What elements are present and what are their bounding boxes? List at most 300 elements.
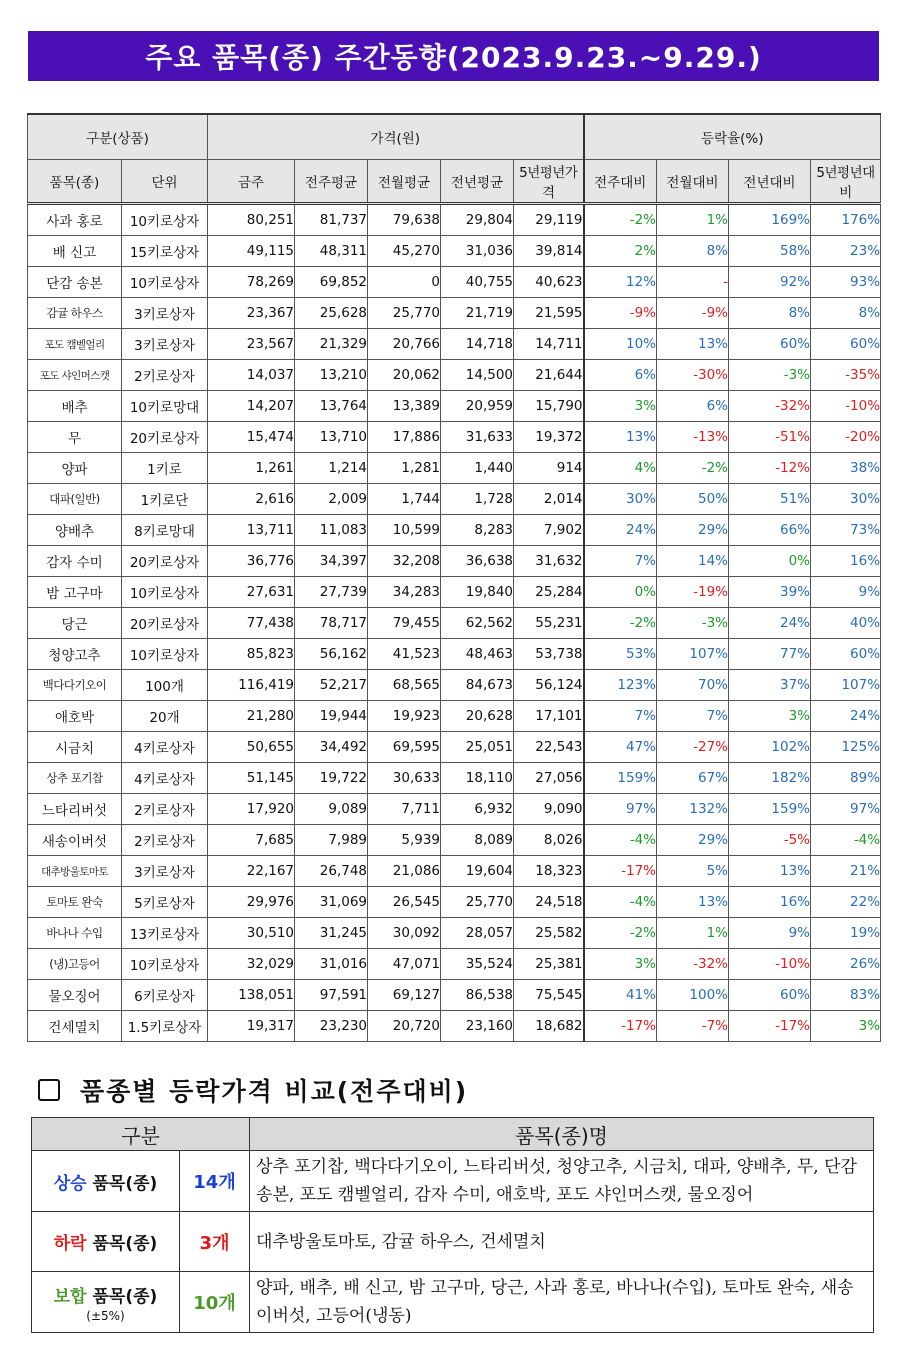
price-cell: 30,510	[208, 918, 295, 949]
change-rate-cell: -2%	[584, 204, 657, 236]
price-cell: 50,655	[208, 732, 295, 763]
price-cell: 20,720	[368, 1011, 441, 1042]
price-cell: 19,923	[368, 701, 441, 732]
price-cell: 1,744	[368, 484, 441, 515]
price-cell: 8,026	[514, 825, 584, 856]
table-row	[28, 360, 881, 391]
cmp-col-names: 품목(종)명	[250, 1118, 874, 1151]
item-name-cell: 무	[28, 422, 122, 453]
unit-cell: 20키로상자	[122, 546, 208, 577]
change-rate-cell: -17%	[584, 856, 657, 887]
price-cell: 8,283	[441, 515, 514, 546]
item-name-cell: 물오징어	[28, 980, 122, 1011]
table-row	[28, 825, 881, 856]
change-rate-cell: 1%	[657, 204, 729, 236]
table-row	[28, 204, 881, 236]
price-cell: 8,089	[441, 825, 514, 856]
item-name-cell: 상추 포기찹	[28, 763, 122, 794]
table-row	[28, 732, 881, 763]
unit-cell: 100개	[122, 670, 208, 701]
change-rate-cell: 89%	[811, 763, 881, 794]
col-5yr-avg-price: 5년평년가격	[514, 160, 584, 204]
change-rate-cell: -3%	[657, 608, 729, 639]
unit-cell: 10키로상자	[122, 949, 208, 980]
table-row	[28, 918, 881, 949]
change-rate-cell: -4%	[811, 825, 881, 856]
col-prev-year-avg: 전년평균	[441, 160, 514, 204]
price-cell: 78,269	[208, 267, 295, 298]
price-cell: 23,160	[441, 1011, 514, 1042]
table-row	[28, 1011, 881, 1042]
unit-cell: 13키로상자	[122, 918, 208, 949]
price-cell: 25,284	[514, 577, 584, 608]
change-rate-cell: 30%	[811, 484, 881, 515]
change-rate-cell: 41%	[584, 980, 657, 1011]
comparison-row	[32, 1212, 874, 1272]
price-cell: 28,057	[441, 918, 514, 949]
unit-cell: 10키로상자	[122, 267, 208, 298]
change-rate-cell: -7%	[657, 1011, 729, 1042]
unit-cell: 4키로상자	[122, 732, 208, 763]
change-rate-cell: 66%	[729, 515, 811, 546]
change-rate-cell: 6%	[584, 360, 657, 391]
change-rate-cell: -32%	[657, 949, 729, 980]
price-cell: 68,565	[368, 670, 441, 701]
price-cell: 25,628	[295, 298, 368, 329]
change-rate-cell: 97%	[811, 794, 881, 825]
change-rate-cell: 132%	[657, 794, 729, 825]
change-rate-cell: 97%	[584, 794, 657, 825]
price-cell: 9,090	[514, 794, 584, 825]
change-rate-cell: 159%	[729, 794, 811, 825]
price-cell: 29,804	[441, 204, 514, 236]
item-name-cell: 배추	[28, 391, 122, 422]
change-rate-cell: 60%	[729, 980, 811, 1011]
change-rate-cell: 5%	[657, 856, 729, 887]
change-rate-cell: 21%	[811, 856, 881, 887]
page-title: 주요 품목(종) 주간동향(2023.9.23.~9.29.)	[28, 31, 879, 81]
price-cell: 84,673	[441, 670, 514, 701]
change-rate-cell: 8%	[811, 298, 881, 329]
price-cell: 20,959	[441, 391, 514, 422]
price-cell: 19,372	[514, 422, 584, 453]
change-rate-cell: 7%	[584, 546, 657, 577]
change-rate-cell: 13%	[729, 856, 811, 887]
change-rate-cell: -5%	[729, 825, 811, 856]
comparison-count: 10개	[180, 1272, 250, 1333]
change-rate-cell: 8%	[729, 298, 811, 329]
col-prev-month-avg: 전월평균	[368, 160, 441, 204]
change-rate-cell: 22%	[811, 887, 881, 918]
item-name-cell: (냉)고등어	[28, 949, 122, 980]
price-cell: 1,281	[368, 453, 441, 484]
price-cell: 45,270	[368, 236, 441, 267]
change-rate-cell: -4%	[584, 887, 657, 918]
price-cell: 23,230	[295, 1011, 368, 1042]
price-cell: 0	[368, 267, 441, 298]
price-cell: 29,119	[514, 204, 584, 236]
price-cell: 21,280	[208, 701, 295, 732]
price-cell: 14,037	[208, 360, 295, 391]
price-trend-table	[27, 113, 881, 1042]
item-name-cell: 느타리버섯	[28, 794, 122, 825]
price-cell: 31,069	[295, 887, 368, 918]
col-prev-week-avg: 전주평균	[295, 160, 368, 204]
change-rate-cell: -32%	[729, 391, 811, 422]
change-rate-cell: 7%	[584, 701, 657, 732]
price-cell: 30,092	[368, 918, 441, 949]
comparison-category: 보합 품목(종) (±5%)	[32, 1272, 180, 1333]
price-cell: 47,071	[368, 949, 441, 980]
price-cell: 1,214	[295, 453, 368, 484]
table-row	[28, 484, 881, 515]
price-cell: 19,604	[441, 856, 514, 887]
change-rate-cell: -2%	[584, 608, 657, 639]
price-cell: 14,711	[514, 329, 584, 360]
price-cell: 14,207	[208, 391, 295, 422]
col-vs-5yr-avg: 5년평년대비	[811, 160, 881, 204]
change-rate-cell: 4%	[584, 453, 657, 484]
unit-cell: 8키로망대	[122, 515, 208, 546]
price-cell: 31,633	[441, 422, 514, 453]
table-row	[28, 949, 881, 980]
unit-cell: 2키로상자	[122, 360, 208, 391]
unit-cell: 10키로상자	[122, 577, 208, 608]
change-rate-cell: -9%	[657, 298, 729, 329]
table-row	[28, 391, 881, 422]
price-cell: 15,474	[208, 422, 295, 453]
price-cell: 7,685	[208, 825, 295, 856]
item-name-cell: 포도 샤인머스캣	[28, 360, 122, 391]
change-rate-cell: -4%	[584, 825, 657, 856]
price-cell: 19,722	[295, 763, 368, 794]
change-rate-cell: 107%	[811, 670, 881, 701]
price-cell: 77,438	[208, 608, 295, 639]
change-rate-cell: 19%	[811, 918, 881, 949]
change-rate-cell: -19%	[657, 577, 729, 608]
table-row	[28, 980, 881, 1011]
table-row	[28, 298, 881, 329]
price-cell: 40,755	[441, 267, 514, 298]
price-cell: 30,633	[368, 763, 441, 794]
comparison-count: 3개	[180, 1212, 250, 1272]
price-cell: 2,009	[295, 484, 368, 515]
price-cell: 52,217	[295, 670, 368, 701]
price-cell: 116,419	[208, 670, 295, 701]
price-cell: 69,852	[295, 267, 368, 298]
change-rate-cell: 24%	[729, 608, 811, 639]
price-cell: 17,101	[514, 701, 584, 732]
price-cell: 34,397	[295, 546, 368, 577]
comparison-row	[32, 1151, 874, 1212]
price-cell: 34,283	[368, 577, 441, 608]
price-cell: 21,719	[441, 298, 514, 329]
price-cell: 31,036	[441, 236, 514, 267]
price-cell: 18,682	[514, 1011, 584, 1042]
price-cell: 79,638	[368, 204, 441, 236]
price-cell: 25,582	[514, 918, 584, 949]
comparison-item-names: 양파, 배추, 배 신고, 밤 고구마, 당근, 사과 홍로, 바나나(수입), 토마토 완숙, 새송이버섯, 고등어(냉동)	[250, 1272, 874, 1333]
change-rate-cell: -2%	[584, 918, 657, 949]
change-rate-cell: 24%	[584, 515, 657, 546]
price-cell: 85,823	[208, 639, 295, 670]
comparison-section-title	[38, 1072, 468, 1108]
change-rate-cell: -51%	[729, 422, 811, 453]
change-rate-cell: 51%	[729, 484, 811, 515]
change-rate-cell: 123%	[584, 670, 657, 701]
unit-cell: 10키로망대	[122, 391, 208, 422]
price-cell: 19,317	[208, 1011, 295, 1042]
change-rate-cell: 39%	[729, 577, 811, 608]
change-rate-cell: 73%	[811, 515, 881, 546]
item-name-cell: 새송이버섯	[28, 825, 122, 856]
unit-cell: 1.5키로상자	[122, 1011, 208, 1042]
price-cell: 10,599	[368, 515, 441, 546]
item-name-cell: 양배추	[28, 515, 122, 546]
comparison-item-names: 상추 포기찹, 백다다기오이, 느타리버섯, 청양고추, 시금치, 대파, 양배추, 무, 단감 송본, 포도 캠벨얼리, 감자 수미, 애호박, 포도 샤인머스캣, 물오징어	[250, 1151, 874, 1212]
price-cell: 34,492	[295, 732, 368, 763]
change-rate-cell: 176%	[811, 204, 881, 236]
price-cell: 36,638	[441, 546, 514, 577]
change-rate-cell: 50%	[657, 484, 729, 515]
change-rate-cell: 23%	[811, 236, 881, 267]
price-cell: 21,644	[514, 360, 584, 391]
change-rate-cell: 16%	[811, 546, 881, 577]
price-cell: 56,162	[295, 639, 368, 670]
comparison-note: (±5%)	[86, 1308, 125, 1323]
change-rate-cell: -12%	[729, 453, 811, 484]
change-rate-cell: 92%	[729, 267, 811, 298]
item-name-cell: 포도 캠벨얼리	[28, 329, 122, 360]
price-cell: 21,595	[514, 298, 584, 329]
change-rate-cell: 8%	[657, 236, 729, 267]
table-row	[28, 515, 881, 546]
change-rate-cell: 2%	[584, 236, 657, 267]
change-rate-cell: 77%	[729, 639, 811, 670]
change-rate-cell: -20%	[811, 422, 881, 453]
price-cell: 48,311	[295, 236, 368, 267]
change-rate-cell: 70%	[657, 670, 729, 701]
price-cell: 19,840	[441, 577, 514, 608]
change-rate-cell: 40%	[811, 608, 881, 639]
price-cell: 29,976	[208, 887, 295, 918]
price-cell: 40,623	[514, 267, 584, 298]
table-row	[28, 856, 881, 887]
col-vs-prev-week: 전주대비	[584, 160, 657, 204]
item-name-cell: 애호박	[28, 701, 122, 732]
table-row	[28, 763, 881, 794]
price-cell: 18,110	[441, 763, 514, 794]
price-cell: 86,538	[441, 980, 514, 1011]
change-rate-cell: 0%	[729, 546, 811, 577]
unit-cell: 15키로상자	[122, 236, 208, 267]
item-name-cell: 대파(일반)	[28, 484, 122, 515]
change-rate-cell: 14%	[657, 546, 729, 577]
price-cell: 69,595	[368, 732, 441, 763]
item-name-cell: 양파	[28, 453, 122, 484]
item-name-cell: 시금치	[28, 732, 122, 763]
change-rate-cell: 13%	[584, 422, 657, 453]
change-rate-cell: 182%	[729, 763, 811, 794]
price-cell: 914	[514, 453, 584, 484]
change-rate-cell: 13%	[657, 887, 729, 918]
change-rate-cell: 3%	[811, 1011, 881, 1042]
col-vs-prev-year: 전년대비	[729, 160, 811, 204]
price-cell: 19,944	[295, 701, 368, 732]
table-row	[28, 639, 881, 670]
col-this-week: 금주	[208, 160, 295, 204]
change-rate-cell: 125%	[811, 732, 881, 763]
price-cell: 13,711	[208, 515, 295, 546]
header-price: 가격(원)	[208, 114, 584, 160]
price-cell: 18,323	[514, 856, 584, 887]
price-cell: 81,737	[295, 204, 368, 236]
unit-cell: 10키로상자	[122, 204, 208, 236]
change-rate-cell: 37%	[729, 670, 811, 701]
comparison-category: 상승 품목(종)	[32, 1151, 180, 1212]
unit-cell: 3키로상자	[122, 329, 208, 360]
item-name-cell: 바나나 수입	[28, 918, 122, 949]
price-cell: 7,989	[295, 825, 368, 856]
price-cell: 31,632	[514, 546, 584, 577]
price-cell: 32,029	[208, 949, 295, 980]
change-rate-cell: 93%	[811, 267, 881, 298]
change-rate-cell: 83%	[811, 980, 881, 1011]
change-rate-cell: -9%	[584, 298, 657, 329]
price-cell: 26,748	[295, 856, 368, 887]
price-cell: 1,728	[441, 484, 514, 515]
price-cell: 17,920	[208, 794, 295, 825]
price-cell: 27,631	[208, 577, 295, 608]
price-cell: 32,208	[368, 546, 441, 577]
change-rate-cell: 60%	[811, 639, 881, 670]
change-rate-cell: -13%	[657, 422, 729, 453]
price-cell: 25,770	[441, 887, 514, 918]
change-rate-cell: -35%	[811, 360, 881, 391]
price-cell: 13,389	[368, 391, 441, 422]
price-cell: 21,086	[368, 856, 441, 887]
price-cell: 55,231	[514, 608, 584, 639]
price-cell: 14,718	[441, 329, 514, 360]
change-rate-cell: 29%	[657, 825, 729, 856]
price-cell: 17,886	[368, 422, 441, 453]
change-rate-cell: 26%	[811, 949, 881, 980]
change-rate-cell: -3%	[729, 360, 811, 391]
price-cell: 21,329	[295, 329, 368, 360]
unit-cell: 6키로상자	[122, 980, 208, 1011]
change-rate-cell: 159%	[584, 763, 657, 794]
unit-cell: 1키로	[122, 453, 208, 484]
unit-cell: 2키로상자	[122, 794, 208, 825]
change-rate-cell: 6%	[657, 391, 729, 422]
price-cell: 2,616	[208, 484, 295, 515]
change-rate-cell: 100%	[657, 980, 729, 1011]
change-rate-cell: 3%	[584, 949, 657, 980]
unit-cell: 4키로상자	[122, 763, 208, 794]
change-rate-cell: -10%	[729, 949, 811, 980]
table-row	[28, 329, 881, 360]
table-row	[28, 701, 881, 732]
header-category: 구분(상품)	[28, 114, 208, 160]
table-row	[28, 794, 881, 825]
unit-cell: 5키로상자	[122, 887, 208, 918]
change-rate-cell: 24%	[811, 701, 881, 732]
item-name-cell: 백다다기오이	[28, 670, 122, 701]
comparison-heading: 품종별 등락가격 비교(전주대비)	[80, 1077, 469, 1106]
price-cell: 5,939	[368, 825, 441, 856]
change-rate-cell: 47%	[584, 732, 657, 763]
price-cell: 26,545	[368, 887, 441, 918]
price-cell: 31,245	[295, 918, 368, 949]
table-row	[28, 236, 881, 267]
price-cell: 78,717	[295, 608, 368, 639]
price-cell: 2,014	[514, 484, 584, 515]
table-row	[28, 422, 881, 453]
change-rate-cell: 67%	[657, 763, 729, 794]
unit-cell: 20개	[122, 701, 208, 732]
price-cell: 41,523	[368, 639, 441, 670]
price-cell: 97,591	[295, 980, 368, 1011]
price-cell: 80,251	[208, 204, 295, 236]
price-cell: 1,440	[441, 453, 514, 484]
comparison-item-names: 대추방울토마토, 감귤 하우스, 건세멸치	[250, 1212, 874, 1272]
price-cell: 62,562	[441, 608, 514, 639]
change-rate-cell: 30%	[584, 484, 657, 515]
comparison-table	[31, 1117, 874, 1333]
change-rate-cell: -30%	[657, 360, 729, 391]
item-name-cell: 밤 고구마	[28, 577, 122, 608]
checkbox-icon	[38, 1079, 60, 1101]
item-name-cell: 당근	[28, 608, 122, 639]
col-unit: 단위	[122, 160, 208, 204]
price-cell: 1,261	[208, 453, 295, 484]
price-cell: 79,455	[368, 608, 441, 639]
price-cell: 11,083	[295, 515, 368, 546]
table-row	[28, 546, 881, 577]
price-cell: 51,145	[208, 763, 295, 794]
price-cell: 56,124	[514, 670, 584, 701]
price-cell: 20,062	[368, 360, 441, 391]
price-cell: 49,115	[208, 236, 295, 267]
price-cell: 24,518	[514, 887, 584, 918]
price-cell: 13,210	[295, 360, 368, 391]
change-rate-cell: -	[657, 267, 729, 298]
item-name-cell: 건세멸치	[28, 1011, 122, 1042]
price-cell: 20,628	[441, 701, 514, 732]
table-row	[28, 453, 881, 484]
change-rate-cell: 169%	[729, 204, 811, 236]
price-cell: 14,500	[441, 360, 514, 391]
unit-cell: 20키로상자	[122, 608, 208, 639]
price-cell: 13,710	[295, 422, 368, 453]
change-rate-cell: 60%	[811, 329, 881, 360]
change-rate-cell: 58%	[729, 236, 811, 267]
change-rate-cell: 53%	[584, 639, 657, 670]
change-rate-cell: 29%	[657, 515, 729, 546]
price-cell: 27,739	[295, 577, 368, 608]
item-name-cell: 배 신고	[28, 236, 122, 267]
price-cell: 25,381	[514, 949, 584, 980]
item-name-cell: 단감 송본	[28, 267, 122, 298]
change-rate-cell: 0%	[584, 577, 657, 608]
table-row	[28, 670, 881, 701]
unit-cell: 3키로상자	[122, 298, 208, 329]
comparison-count: 14개	[180, 1151, 250, 1212]
price-cell: 22,167	[208, 856, 295, 887]
price-cell: 25,051	[441, 732, 514, 763]
change-rate-cell: 9%	[811, 577, 881, 608]
item-name-cell: 토마토 완숙	[28, 887, 122, 918]
